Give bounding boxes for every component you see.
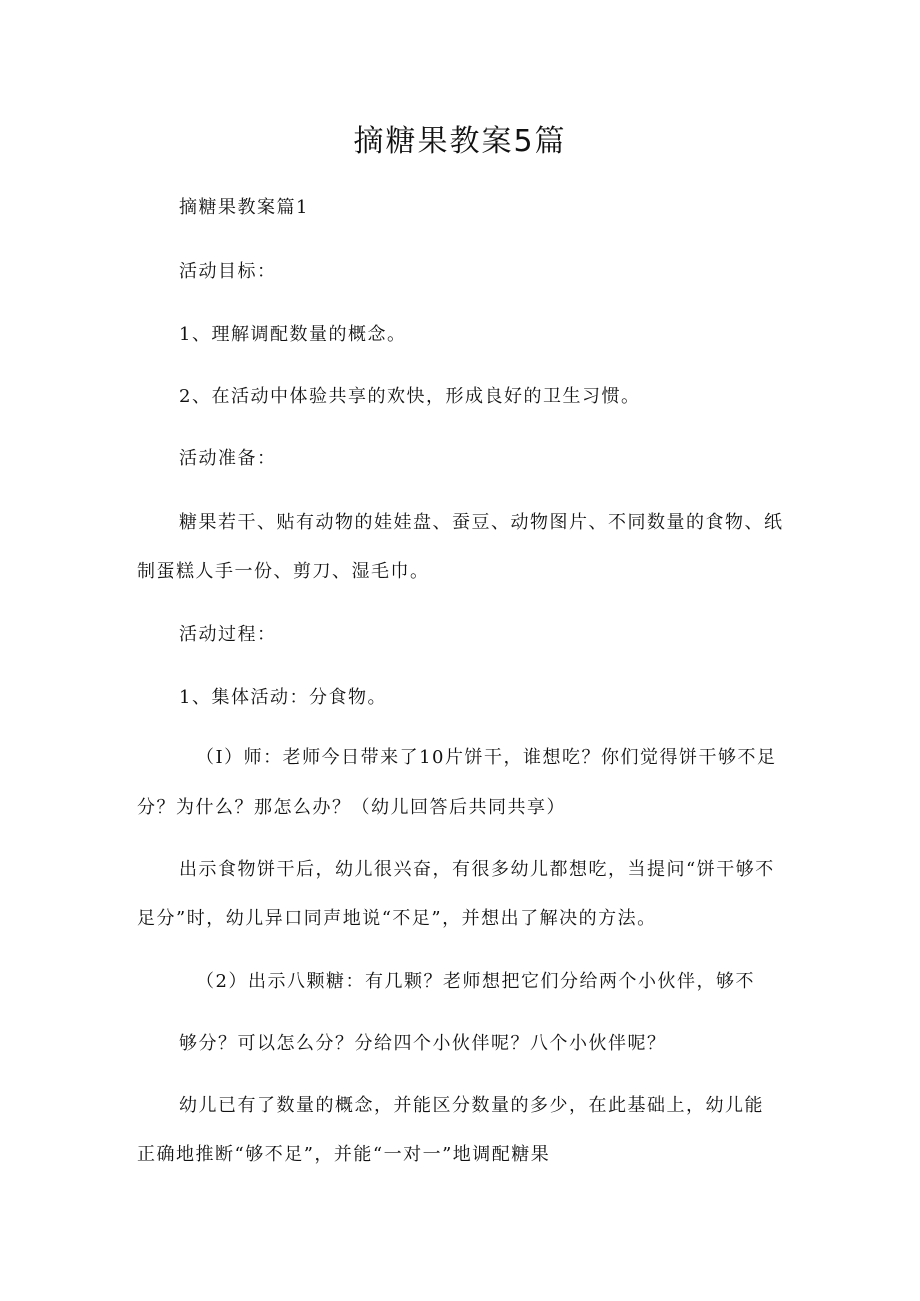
document-title: 摘糖果教案5篇 xyxy=(353,124,567,159)
step-2-line-2: 够分？可以怎么分？分给四个小伙伴呢？八个小伙伴呢？ xyxy=(179,1033,667,1054)
step-1: 1、集体活动：分食物。 xyxy=(179,687,387,708)
step-1a-line-1: （I）师：老师今日带来了10片饼干，谁想吃？你们觉得饼干够不足 xyxy=(196,747,777,768)
goal-item-1: 1、理解调配数量的概念。 xyxy=(179,324,407,345)
section-subtitle: 摘糖果教案篇1 xyxy=(179,197,309,218)
step-1a-line-2: 分？为什么？那怎么办？（幼儿回答后共同共享） xyxy=(137,797,566,818)
observation-2-line-1: 幼儿已有了数量的概念，并能区分数量的多少，在此基础上，幼儿能 xyxy=(179,1095,764,1116)
observation-1-line-1: 出示食物饼干后，幼儿很兴奋，有很多幼儿都想吃，当提问“饼干够不 xyxy=(179,859,775,880)
process-heading: 活动过程： xyxy=(179,624,277,645)
observation-2-line-2: 正确地推断“够不足”，并能“一对一”地调配糖果 xyxy=(137,1144,551,1165)
prep-text-line-1: 糖果若干、贴有动物的娃娃盘、蚕豆、动物图片、不同数量的食物、纸 xyxy=(179,512,784,533)
goal-item-2: 2、在活动中体验共享的欢快，形成良好的卫生习惯。 xyxy=(179,386,641,407)
prep-text-line-2: 制蛋糕人手一份、剪刀、湿毛巾。 xyxy=(137,561,430,582)
observation-1-line-2: 足分”时，幼儿异口同声地说“不足”，并想出了解决的方法。 xyxy=(137,908,657,929)
step-2-line-1: （2）出示八颗糖：有几颗？老师想把它们分给两个小伙伴，够不 xyxy=(196,971,755,992)
goal-heading: 活动目标： xyxy=(179,261,277,282)
prep-heading: 活动准备： xyxy=(179,448,277,469)
